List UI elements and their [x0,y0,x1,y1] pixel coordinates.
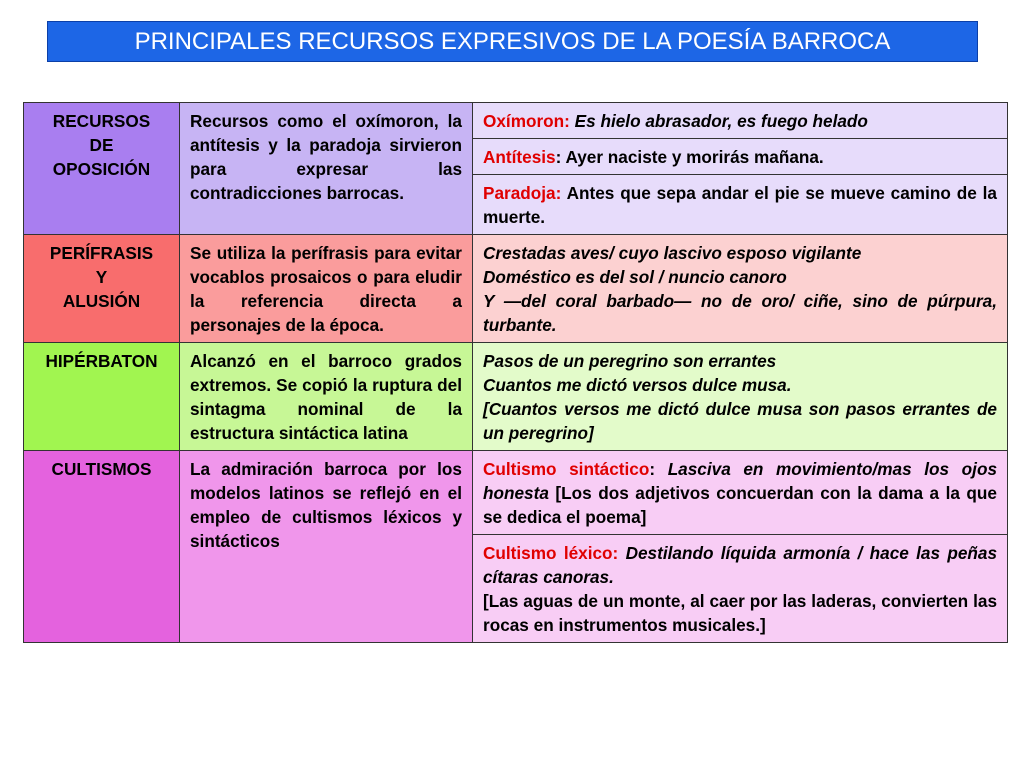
table-row-perifrasis [24,235,1008,343]
example-verse: Crestadas aves/ cuyo lascivo esposo vigilante [483,243,862,263]
example-verse: Y —del coral barbado— no de oro/ ciñe, sino de púrpura, turbante. [483,291,997,335]
description-cell [180,103,473,235]
example-cell [473,139,1008,175]
example-separator: : [649,459,668,479]
example-verse: Cuantos me dictó versos dulce musa. [483,375,792,395]
category-label: Y [95,267,108,287]
category-cell [24,343,180,451]
example-cell [473,235,1008,343]
example-text: [Los dos adjetivos concuerdan con la dama a la que se dedica el poema] [483,483,997,527]
example-cell [473,103,1008,139]
example-cell [473,451,1008,535]
description-cell [180,343,473,451]
example-label: Oxímoron: [483,111,570,131]
description-text: Se utiliza la perífrasis para evitar vocablos prosaicos o para eludir la referencia directa a personajes de la época. [190,243,462,335]
description-cell [180,451,473,643]
description-text: Recursos como el oxímoron, la antítesis y la paradoja sirvieron para expresar las contradicciones barrocas. [190,111,462,203]
table-row-cultismos [24,451,1008,535]
example-cell [473,343,1008,451]
category-cell [24,451,180,643]
description-cell [180,235,473,343]
category-cell [24,103,180,235]
table-row-oposicion [24,103,1008,139]
example-cell [473,175,1008,235]
example-verse: [Cuantos versos me dictó dulce musa son pasos errantes de un peregrino] [483,399,997,443]
example-text: [Las aguas de un monte, al caer por las laderas, convierten las rocas en instrumentos musicales.] [483,591,997,635]
category-label: OPOSICIÓN [52,159,151,179]
category-label: DE [89,135,114,155]
example-cell [473,535,1008,643]
example-text: : Ayer naciste y morirás mañana. [555,147,824,167]
category-label: HIPÉRBATON [45,351,158,371]
example-italic: Lasciva en movimiento/mas los ojos honesta [483,459,997,503]
description-text: La admiración barroca por los modelos latinos se reflejó en el empleo de cultismos léxicos y sintácticos [190,459,462,551]
example-text: Antes que sepa andar el pie se mueve camino de la muerte. [483,183,997,227]
example-text: Es hielo abrasador, es fuego helado [569,111,868,131]
example-italic: Destilando líquida armonía / hace las peñas cítaras canoras. [483,543,998,587]
category-label: ALUSIÓN [62,291,141,311]
example-label: Cultismo sintáctico [483,459,650,479]
example-label: Cultismo léxico: [483,543,619,563]
example-verse: Pasos de un peregrino son errantes [483,351,777,371]
resources-table [23,102,1008,643]
table-row-hiperbaton [24,343,1008,451]
example-label: Paradoja: [483,183,562,203]
category-label: PERÍFRASIS [49,243,154,263]
category-label: CULTISMOS [51,459,152,479]
example-verse: Doméstico es del sol / nuncio canoro [483,267,787,287]
page-title: PRINCIPALES RECURSOS EXPRESIVOS DE LA POESÍA BARROCA [47,21,978,62]
category-label: RECURSOS [52,111,151,131]
category-cell [24,235,180,343]
description-text: Alcanzó en el barroco grados extremos. Se copió la ruptura del sintagma nominal de la estructura sintáctica latina [190,351,462,443]
example-label: Antítesis [483,147,556,167]
